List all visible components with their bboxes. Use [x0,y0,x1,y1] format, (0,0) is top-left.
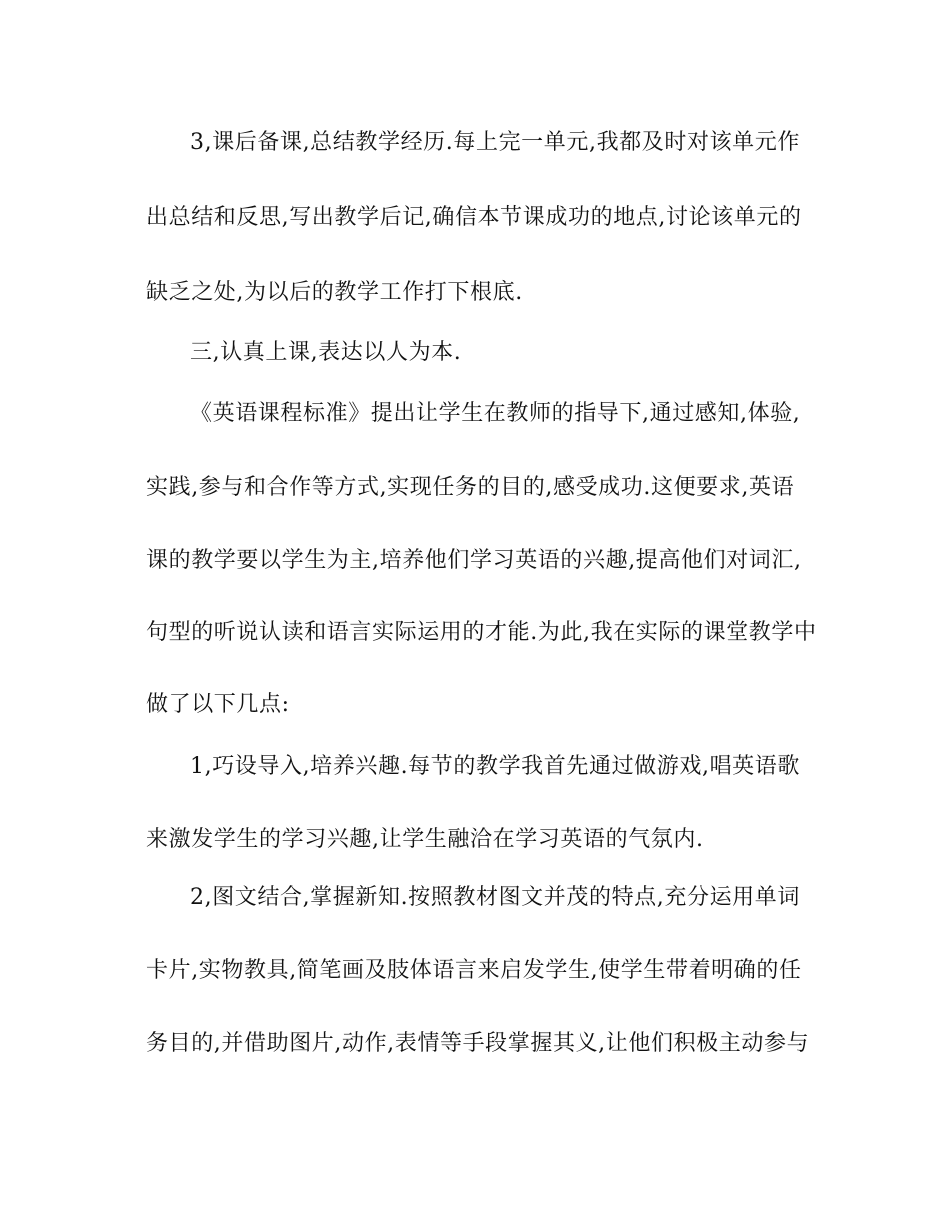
section-heading: 三,认真上课,表达以人为本. [190,340,462,365]
text-line-5: 《英语课程标准》提出让学生在教师的指导下,通过感知,体验, [190,401,801,426]
text-line-11: 来激发学生的学习兴趣,让学生融洽在学习英语的气氛内. [146,827,704,852]
text-line-7: 课的教学要以学生为主,培养他们学习英语的兴趣,提高他们对词汇, [146,548,802,573]
text-line-9: 做了以下几点: [146,692,290,717]
text-line-13: 卡片,实物教具,简笔画及肢体语言来启发学生,使学生带着明确的任 [146,958,802,983]
text-line-10: 1,巧设导入,培养兴趣.每节的教学我首先通过做游戏,唱英语歌 [190,754,800,779]
text-line-8: 句型的听说认读和语言实际运用的才能.为此,我在实际的课堂教学中 [146,620,817,645]
text-line-12: 2,图文结合,掌握新知.按照教材图文并茂的特点,充分运用单词 [190,885,800,910]
text-line-2: 出总结和反思,写出教学后记,确信本节课成功的地点,讨论该单元的 [146,205,802,230]
text-line-6: 实践,参与和合作等方式,实现任务的目的,感受成功.这便要求,英语 [146,475,795,500]
text-line-1: 3,课后备课,总结教学经历.每上完一单元,我都及时对该单元作 [190,130,800,155]
text-line-14: 务目的,并借助图片,动作,表情等手段掌握其义,让他们积极主动参与 [146,1031,810,1056]
text-line-3: 缺乏之处,为以后的教学工作打下根底. [146,280,523,305]
